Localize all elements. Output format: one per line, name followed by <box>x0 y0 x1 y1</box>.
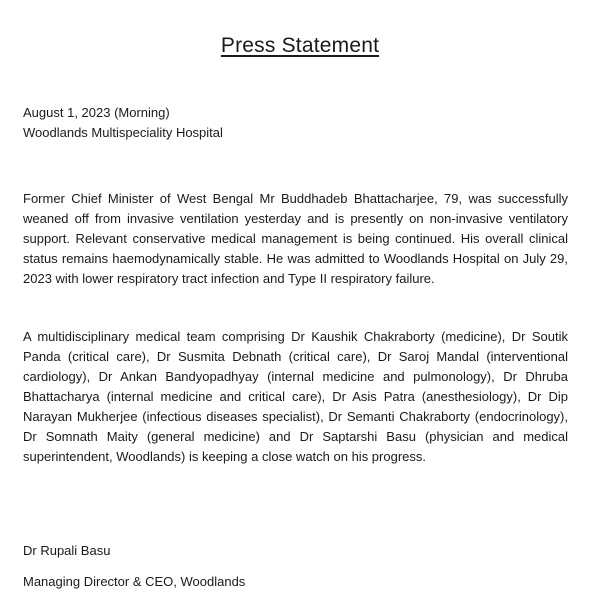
body-paragraph-1: Former Chief Minister of West Bengal Mr Buddhadeb Bhattacharjee, 79, was successfully weaned off from invasive ventilation yesterday and is presently on non-invasive ventilatory support. Relevant conservative medical management is being continued. His overall clinical status remains haemodynamically stable. He was admitted to Woodlands Hospital on July 29, 2023 with lower respiratory tract infection and Type II respiratory failure. <box>23 191 568 286</box>
signatory-name: Dr Rupali Basu <box>23 543 111 558</box>
body-paragraph-2: A multidisciplinary medical team comprising Dr Kaushik Chakraborty (medicine), Dr Soutik Panda (critical care), Dr Susmita Debnath (critical care), Dr Saroj Mandal (interventional cardiology), Dr Ankan Bandyopadhyay (internal medicine and pulmonology), Dr Dhruba Bhattacharya (internal medicine and critical care), Dr Asis Patra (anesthesiology), Dr Dip Narayan Mukherjee (infectious diseases specialist), Dr Semanti Chakraborty (endocrinology), Dr Somnath Maity (general medicine) and Dr Saptarshi Basu (physician and medical superintendent, Woodlands) is keeping a close watch on his progress. <box>23 329 568 464</box>
dateline-block <box>23 103 223 143</box>
signatory-title: Managing Director & CEO, Woodlands <box>23 574 246 589</box>
location-line: Woodlands Multispeciality Hospital <box>23 125 223 140</box>
date-line: August 1, 2023 (Morning) <box>23 105 170 120</box>
document-title: Press Statement <box>220 34 380 57</box>
